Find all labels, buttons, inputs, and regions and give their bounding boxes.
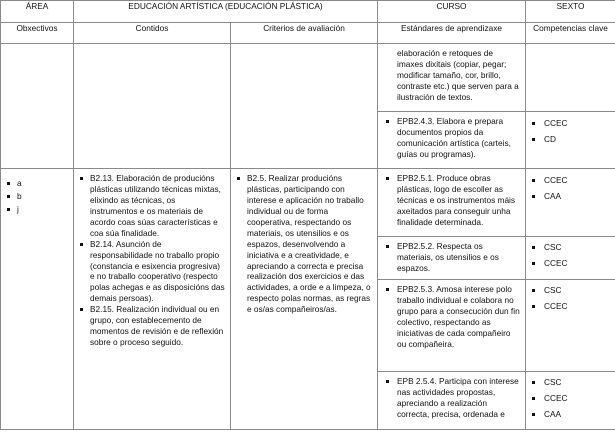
subheader-row bbox=[1, 23, 615, 44]
competences-252-cell bbox=[526, 237, 615, 280]
cont-competences-243-cell bbox=[526, 112, 615, 169]
header-subject: EDUCACIÓN ARTÍSTICA (EDUCACIÓN PLÁSTICA) bbox=[74, 1, 378, 23]
header-course: CURSO bbox=[378, 1, 526, 23]
continuation-row-a bbox=[1, 44, 615, 112]
competence-item: CCEC bbox=[531, 393, 610, 404]
content-item: B2.14. Asunción de responsabilidade no traballo propio (constancia e esixencia progresiva) e no traballo cooperativo (respecto polas achegas e as disposicións das demais persoas). bbox=[79, 239, 225, 305]
subheader-competences: Competencias clave bbox=[526, 23, 615, 44]
cont-competences-empty bbox=[526, 44, 615, 112]
competence-item: CCEC bbox=[531, 175, 610, 186]
standard-252: EPB2.5.2. Respecta os materiais, os utensilios e os espazos. bbox=[397, 241, 499, 273]
subheader-criteria: Criterios de avaliación bbox=[231, 23, 378, 44]
standard-253-cell bbox=[378, 280, 526, 372]
competence-item: CD bbox=[531, 134, 610, 145]
cont-contents bbox=[74, 44, 231, 169]
standard-251: EPB2.5.1. Produce obras plásticas, logo de escoller as técnicas e os instrumentos máis axeitados para conseguir unha finalidade determinada. bbox=[397, 173, 516, 227]
objective-item: b bbox=[6, 191, 68, 202]
competence-item: CSC bbox=[531, 242, 610, 253]
cont-objectives bbox=[1, 44, 74, 169]
competences-254-cell bbox=[526, 372, 615, 430]
subheader-contents: Contidos bbox=[74, 23, 231, 44]
bullet-icon bbox=[386, 177, 389, 180]
contents-list bbox=[79, 173, 225, 348]
criteria-cell bbox=[231, 169, 378, 430]
contents-cell bbox=[74, 169, 231, 430]
competence-item: CCEC bbox=[531, 118, 610, 129]
standard-254-cell bbox=[378, 372, 526, 430]
cont-standard-tail-cell bbox=[378, 44, 526, 112]
standard-252-cell bbox=[378, 237, 526, 280]
standard-254: EPB 2.5.4. Participa con interese nas actividades propostas, apreciando a realización correcta, precisa, ordenada e bbox=[397, 376, 519, 419]
competences-243-list bbox=[531, 118, 610, 145]
competence-item: CSC bbox=[531, 377, 610, 388]
content-item: B2.13. Elaboración de producións plásticas utilizando técnicas mixtas, elixindo as técnicas, os instrumentos e os materiais de acordo coas súas características e coa súa finalidade. bbox=[79, 173, 225, 239]
cont-standard-tail: elaboración e retoques de imaxes dixitais (copiar, pegar; modificar tamaño, cor, brillo, contraste etc.) que serven para a ilustración de textos. bbox=[397, 48, 519, 102]
header-level: SEXTO bbox=[526, 1, 615, 23]
objectives-cell bbox=[1, 169, 74, 430]
objective-item: a bbox=[6, 178, 68, 189]
standard-243: EPB2.4.3. Elabora e prepara documentos propios da comunicación artística (carteis, guías ou programas). bbox=[397, 116, 511, 159]
cont-standard-243-cell bbox=[378, 112, 526, 169]
bullet-icon bbox=[386, 120, 389, 123]
competence-item: CAA bbox=[531, 409, 610, 420]
main-row-251 bbox=[1, 169, 615, 237]
subheader-standards: Estándares de aprendizaxe bbox=[378, 23, 526, 44]
cont-criteria bbox=[231, 44, 378, 169]
criteria-list bbox=[236, 173, 372, 315]
objectives-list bbox=[6, 178, 68, 215]
competence-item: CSC bbox=[531, 285, 610, 296]
header-row bbox=[1, 1, 615, 23]
criterion-item: B2.5. Realizar producións plásticas, participando con interese e aplicación no traballo individual ou de forma cooperativa, respectando os materiais, os utensilios e os espazos, desenvolvendo a iniciativa e a creatividade, e apreciando a correcta e precisa realización dos exercicios e das actividades, a orde e a limpeza, o respecto polas normas, as regras e os/as compañeiros/as. bbox=[236, 173, 372, 315]
competence-item: CCEC bbox=[531, 258, 610, 269]
bullet-icon bbox=[386, 380, 389, 383]
standard-253: EPB2.5.3. Amosa interese polo traballo individual e colabora no grupo para a consecución dun fin colectivo, respectando as iniciativas de cada compañeiro ou compañeira. bbox=[397, 284, 520, 349]
competences-251-cell bbox=[526, 169, 615, 237]
header-area: ÁREA bbox=[1, 1, 74, 23]
bullet-icon bbox=[386, 245, 389, 248]
subheader-objectives: Obxectivos bbox=[1, 23, 74, 44]
standard-251-cell bbox=[378, 169, 526, 237]
content-item: B2.15. Realización individual ou en grupo, con establecemento de momentos de revisión e de reflexión sobre o proceso seguido. bbox=[79, 304, 225, 348]
competence-item: CAA bbox=[531, 191, 610, 202]
competence-item: CCEC bbox=[531, 301, 610, 312]
objective-item: j bbox=[6, 204, 68, 215]
bullet-icon bbox=[386, 288, 389, 291]
competences-253-cell bbox=[526, 280, 615, 372]
